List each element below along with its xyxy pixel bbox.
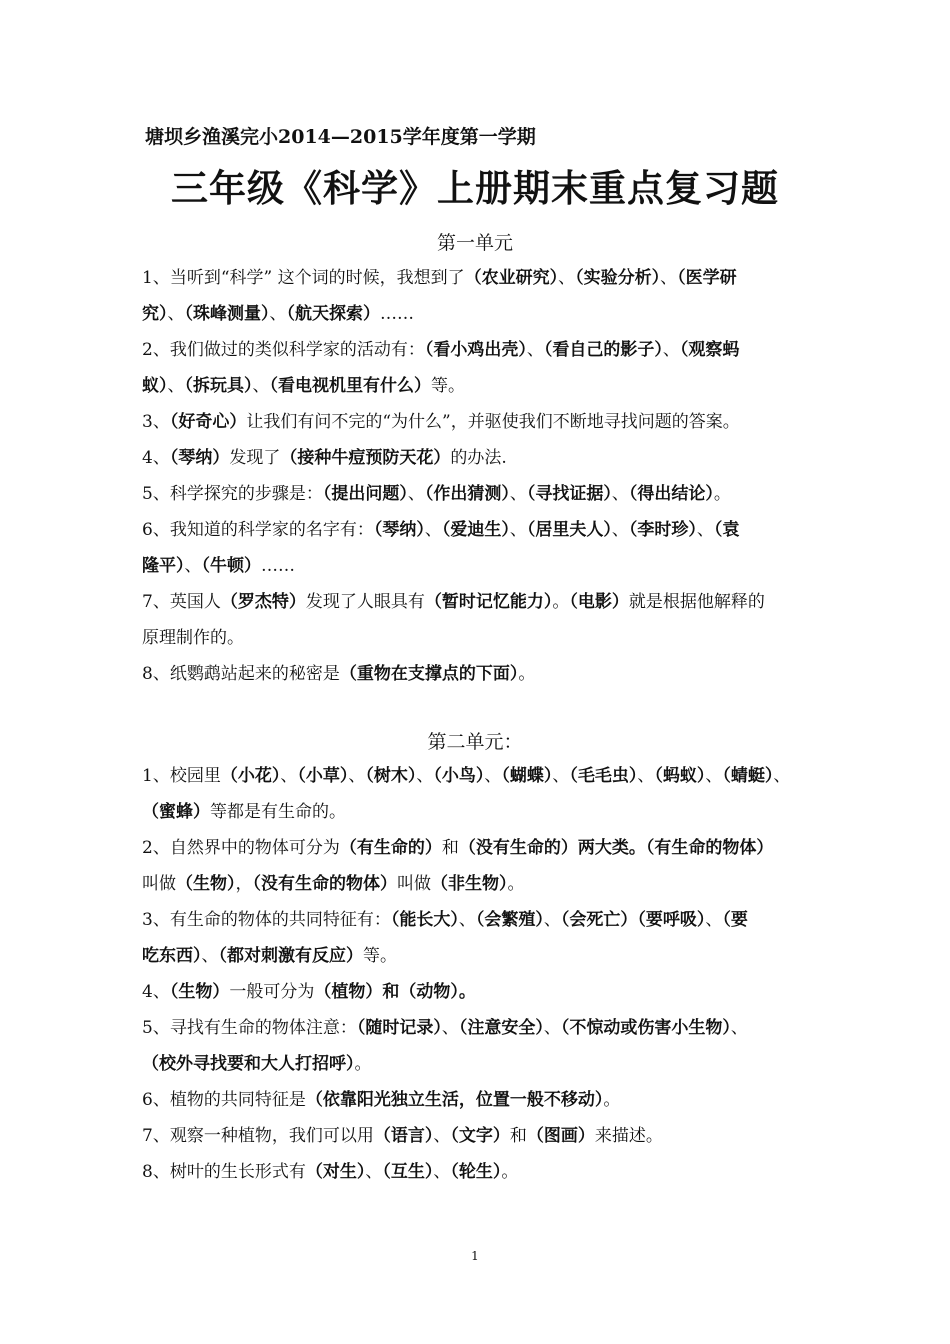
answer-text: （生物）	[176, 874, 236, 894]
question-text: 。	[552, 592, 570, 612]
question-text: 。	[713, 484, 731, 504]
list-item-line	[142, 476, 812, 512]
question-text: 发现了人眼具有	[305, 592, 425, 612]
question-text: 、	[184, 556, 202, 576]
question-text: 、	[611, 520, 629, 540]
question-text: 、	[526, 340, 544, 360]
answer-text: （没有生命的）两大类。（有生命的物体）	[458, 838, 774, 858]
question-text: 让我们有问不完的“为什么”，并驱使我们不断地寻找问题的答案。	[246, 412, 740, 432]
answer-text: （好奇心）	[169, 412, 247, 432]
question-text: 、	[509, 520, 527, 540]
list-item-line	[142, 548, 812, 584]
answer-text: （提出问题）	[322, 484, 408, 504]
answer-text: （图画）	[526, 1126, 595, 1146]
question-text: 等。	[363, 946, 397, 966]
list-item-line	[142, 1046, 812, 1082]
question-text: 、	[252, 376, 270, 396]
answer-text: （都对刺激有反应）	[218, 946, 363, 966]
question-text: 、	[407, 484, 425, 504]
answer-text: （接种牛痘预防天花）	[280, 448, 451, 468]
question-text: 。	[501, 1162, 519, 1182]
question-text: 、	[730, 1018, 748, 1038]
answer-text: （小花）	[220, 766, 281, 786]
answer-text: （生物）	[169, 982, 230, 1002]
answer-text: （注意安全）	[458, 1018, 544, 1038]
answer-text: （罗杰特）	[220, 592, 306, 612]
list-item	[142, 902, 812, 974]
list-item-line	[142, 368, 812, 404]
answer-text: （小草）	[297, 766, 349, 786]
question-text: 、	[280, 766, 298, 786]
question-text: 原理制作的。	[142, 628, 244, 648]
question-text: 等。	[431, 376, 465, 396]
question-text: 6、我知道的科学家的名字有：	[142, 520, 374, 540]
question-text: 6、植物的共同特征是	[142, 1090, 306, 1110]
answer-text: （对生）	[305, 1162, 366, 1182]
answer-text: （珠峰测量）	[184, 304, 270, 324]
answer-text: （校外寻找要和大人打招呼）	[142, 1054, 355, 1074]
unit-2-heading: 第二单元：	[427, 731, 523, 753]
answer-text: （文字）	[450, 1126, 510, 1146]
question-text: ……	[261, 556, 295, 576]
answer-text: （蝴蝶）	[501, 766, 553, 786]
question-text: 4、	[142, 982, 170, 1002]
list-item-line	[142, 440, 812, 476]
answer-text: （牛顿）	[201, 556, 261, 576]
question-text: 就是根据他解释的	[628, 592, 765, 612]
question-text: 和	[509, 1126, 527, 1146]
answer-text: （爱迪生）	[441, 520, 510, 540]
answer-text: （轮生）	[450, 1162, 502, 1182]
list-item-line	[142, 1154, 812, 1190]
question-text: 8、树叶的生长形式有	[142, 1162, 306, 1182]
answer-text: （非生物）	[431, 874, 508, 894]
page-title: 三年级《科学》上册期末重点复习题	[171, 167, 779, 210]
answer-text: （植物）和（动物）。	[314, 982, 476, 1002]
answer-text: （蚂蚁）	[654, 766, 706, 786]
question-text: 、	[458, 910, 476, 930]
question-text: 、	[611, 484, 629, 504]
answer-text: （观察蚂	[679, 340, 740, 360]
question-text: 、	[509, 484, 527, 504]
question-text: 、	[660, 268, 678, 288]
list-item	[142, 332, 812, 404]
answer-text: 吃东西）	[142, 946, 202, 966]
list-item	[142, 404, 812, 440]
answer-text: 究）	[142, 304, 168, 324]
answer-text: （语言）	[373, 1126, 434, 1146]
question-text: 、	[705, 910, 723, 930]
list-item	[142, 440, 812, 476]
answer-text: （电影）	[569, 592, 629, 612]
answer-text: （航天探索）	[286, 304, 380, 324]
answer-text: （互生）	[382, 1162, 434, 1182]
answer-text: （琴纳）	[169, 448, 230, 468]
list-item	[142, 584, 812, 656]
list-item	[142, 656, 812, 692]
list-item	[142, 974, 812, 1010]
list-item	[142, 830, 812, 902]
answer-text: （有生命的）	[339, 838, 442, 858]
question-text: 等都是有生命的。	[210, 802, 346, 822]
list-item-line	[142, 794, 812, 830]
question-text: 、	[637, 766, 655, 786]
list-item-line	[142, 1082, 812, 1118]
answer-text: （依靠阳光独立生活，位置一般不移动）	[305, 1090, 604, 1110]
question-text: 7、英国人	[142, 592, 221, 612]
answer-text: （李时珍）	[628, 520, 697, 540]
list-item	[142, 1082, 812, 1118]
list-item-line	[142, 404, 812, 440]
answer-text: （要	[722, 910, 748, 930]
list-item-line	[142, 1010, 812, 1046]
list-item-line	[142, 902, 812, 938]
answer-text: （拆玩具）	[184, 376, 253, 396]
question-text: 、	[167, 376, 185, 396]
list-item-line	[142, 938, 812, 974]
school-header: 塘坝乡渔溪完小2014—2015学年度第一学期	[145, 126, 536, 148]
list-item-line	[142, 260, 812, 296]
question-text: 、	[348, 766, 366, 786]
question-text: 、	[433, 1162, 451, 1182]
answer-text: （琴纳）	[373, 520, 425, 540]
question-text: 。	[354, 1054, 372, 1074]
answer-text: （看小鸡出壳）	[424, 340, 527, 360]
question-text: 、	[696, 520, 714, 540]
question-text: 、	[441, 1018, 459, 1038]
question-text: 、	[484, 766, 502, 786]
question-text: 2、我们做过的类似科学家的活动有：	[142, 340, 425, 360]
question-text: 、	[365, 1162, 383, 1182]
question-text: 4、	[142, 448, 170, 468]
answer-text: （会死亡）（要呼吸）	[560, 910, 706, 930]
list-item	[142, 758, 812, 830]
list-item	[142, 1010, 812, 1082]
list-item-line	[142, 866, 812, 902]
page-number: 1	[471, 1249, 479, 1263]
answer-text: （看电视机里有什么）	[269, 376, 431, 396]
unit-1-heading: 第一单元	[436, 232, 513, 254]
list-item	[142, 476, 812, 512]
list-item-line	[142, 758, 812, 794]
question-text: 、	[433, 1126, 451, 1146]
list-item	[142, 1118, 812, 1154]
question-text: 发现了	[229, 448, 281, 468]
answer-text: （会繁殖）	[475, 910, 544, 930]
answer-text: （寻找证据）	[526, 484, 612, 504]
question-text: 、	[543, 1018, 561, 1038]
question-text: 、	[558, 268, 576, 288]
answer-text: （能长大）	[390, 910, 459, 930]
answer-text: （重物在支撑点的下面）	[339, 664, 519, 684]
answer-text: （得出结论）	[628, 484, 714, 504]
answer-text: （暂时记忆能力）	[424, 592, 553, 612]
question-text: 5、寻找有生命的物体注意：	[142, 1018, 357, 1038]
list-item-line	[142, 296, 812, 332]
question-text: 、	[201, 946, 219, 966]
answer-text: （蜻蜓）	[722, 766, 774, 786]
answer-text: （没有生命的物体）	[252, 874, 397, 894]
question-text: 。	[507, 874, 525, 894]
question-text: 、	[662, 340, 680, 360]
question-text: 叫做	[397, 874, 431, 894]
question-text: 8、纸鹦鹉站起来的秘密是	[142, 664, 340, 684]
question-text: 2、自然界中的物体可分为	[142, 838, 340, 858]
question-text: 、	[167, 304, 185, 324]
question-text: 和	[441, 838, 459, 858]
answer-text: （农业研究）	[464, 268, 559, 288]
question-text: 、	[424, 520, 442, 540]
question-text: 3、	[142, 412, 170, 432]
question-text: 7、观察一种植物，我们可以用	[142, 1126, 374, 1146]
list-item-line	[142, 1118, 812, 1154]
question-text: 、	[543, 910, 561, 930]
answer-text: 蚁）	[142, 376, 168, 396]
question-text: 的办法.	[450, 448, 507, 468]
answer-text: 隆平）	[142, 556, 185, 576]
answer-text: （毛毛虫）	[569, 766, 638, 786]
question-text: 。	[518, 664, 536, 684]
list-item-line	[142, 332, 812, 368]
answer-text: （居里夫人）	[526, 520, 612, 540]
question-text: 来描述。	[594, 1126, 663, 1146]
question-text: 3、有生命的物体的共同特征有：	[142, 910, 391, 930]
answer-text: （医学研	[677, 268, 737, 288]
question-text: 、	[269, 304, 287, 324]
answer-text: （袁	[713, 520, 740, 540]
list-item	[142, 260, 812, 332]
answer-text: （小鸟）	[433, 766, 485, 786]
question-text: ，	[235, 874, 253, 894]
answer-text: （作出猜测）	[424, 484, 510, 504]
question-text: 。	[603, 1090, 621, 1110]
question-text: 一般可分为	[229, 982, 315, 1002]
answer-text: （实验分析）	[575, 268, 661, 288]
answer-text: （随时记录）	[356, 1018, 442, 1038]
answer-text: （看自己的影子）	[543, 340, 663, 360]
list-item-line	[142, 656, 812, 692]
list-item-line	[142, 830, 812, 866]
answer-text: （树木）	[365, 766, 417, 786]
list-item	[142, 1154, 812, 1190]
question-text: 5、科学探究的步骤是：	[142, 484, 323, 504]
list-item-line	[142, 620, 812, 656]
list-item-line	[142, 584, 812, 620]
list-item-line	[142, 974, 812, 1010]
answer-text: （蜜蜂）	[142, 802, 210, 822]
question-text: 1、校园里	[142, 766, 221, 786]
list-item	[142, 512, 812, 584]
question-text: 、	[552, 766, 570, 786]
question-text: ……	[380, 304, 414, 324]
question-text: 1、当听到“科学” 这个词的时候，我想到了	[142, 268, 465, 288]
question-text: 、	[416, 766, 434, 786]
list-item-line	[142, 512, 812, 548]
question-text: 、	[773, 766, 791, 786]
question-text: 叫做	[142, 874, 176, 894]
question-text: 、	[705, 766, 723, 786]
answer-text: （不惊动或伤害小生物）	[560, 1018, 731, 1038]
